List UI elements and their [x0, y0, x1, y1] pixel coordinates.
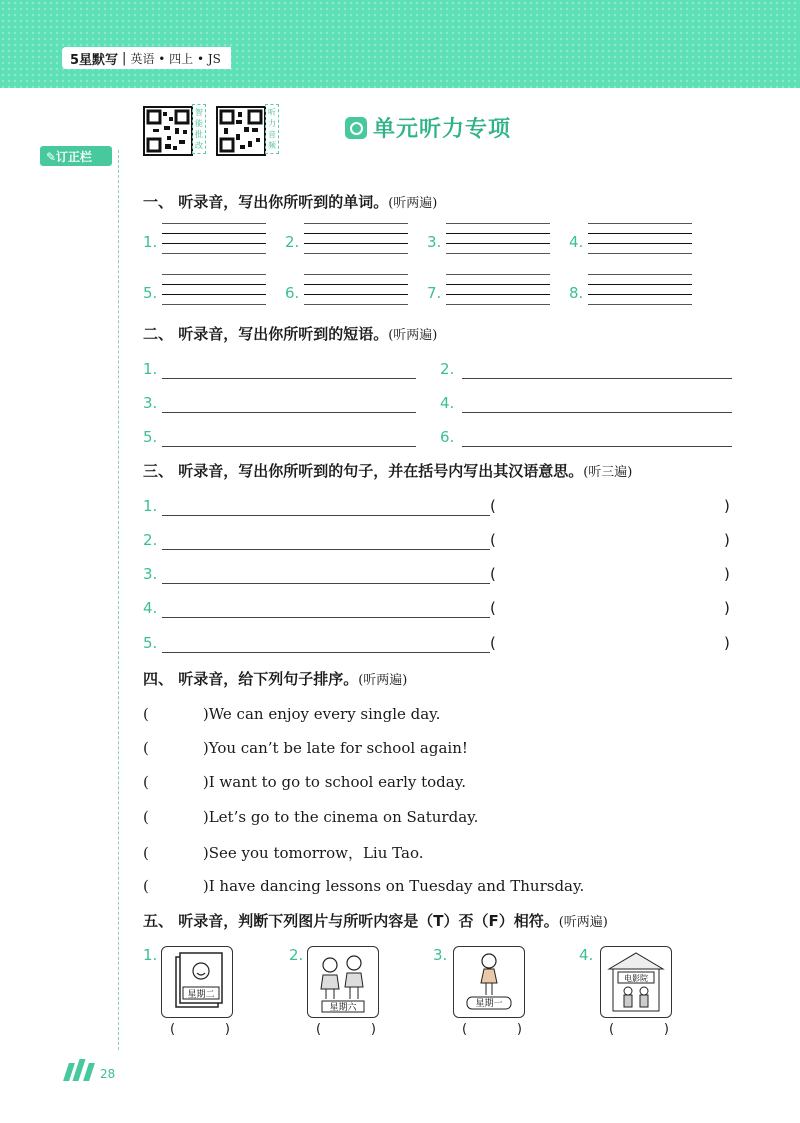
girl-picture [453, 946, 525, 1018]
item-number: 1. [143, 497, 158, 515]
ordering-item[interactable]: ( )I have dancing lessons on Tuesday and Thursday. [143, 877, 585, 895]
item-number: 7. [427, 284, 442, 302]
sentence-answer-line[interactable] [162, 617, 490, 618]
sentence-answer-line[interactable] [162, 515, 490, 516]
ordering-item[interactable]: ( )I want to go to school early today. [143, 773, 466, 791]
item-number: 6. [285, 284, 300, 302]
item-number: 5. [143, 284, 158, 302]
item-number: 2. [440, 360, 455, 378]
qr-code-icon[interactable] [216, 106, 266, 156]
sentence-answer-line[interactable] [162, 549, 490, 550]
section-3-title: 三、 听录音，写出你所听到的句子，并在括号内写出其汉语意思。(听三遍) [143, 462, 633, 480]
unit-title [345, 112, 511, 143]
answer-bracket[interactable]: ( ) [609, 1022, 669, 1037]
svg-text:星期六: 星期六 [329, 1003, 357, 1013]
item-number: 3. [433, 946, 448, 964]
answer-bracket[interactable]: ( ) [316, 1022, 376, 1037]
item-number: 1. [143, 233, 158, 251]
svg-text:电影院: 电影院 [624, 974, 648, 983]
answer-line[interactable] [162, 412, 416, 413]
item-number: 2. [143, 531, 158, 549]
answer-line[interactable] [462, 378, 732, 379]
item-number: 4. [143, 599, 158, 617]
cinema-picture [600, 946, 672, 1018]
item-number: 5. [143, 428, 158, 446]
header-band [0, 0, 800, 88]
svg-text:星期一: 星期一 [475, 999, 503, 1009]
answer-line[interactable] [162, 378, 416, 379]
section-2-title: 二、 听录音，写出你所听到的短语。(听两遍) [143, 325, 438, 343]
correction-column-tag: ✎订正栏 [40, 146, 112, 166]
item-number: 1. [143, 946, 158, 964]
sentence-answer-line[interactable] [162, 583, 490, 584]
item-number: 1. [143, 360, 158, 378]
book-subtitle: 英语 • 四上 • JS [130, 51, 221, 66]
unit-title-text: 单元听力专项 [373, 117, 512, 142]
word-writing-lines[interactable] [162, 274, 266, 326]
page-number: 28 [100, 1067, 116, 1081]
word-writing-lines[interactable] [446, 223, 550, 275]
svg-text:星期二: 星期二 [187, 990, 215, 1000]
item-number: 6. [440, 428, 455, 446]
word-writing-lines[interactable] [588, 223, 692, 275]
word-writing-lines[interactable] [162, 223, 266, 275]
item-number: 3. [143, 394, 158, 412]
qr-code-icon[interactable] [143, 106, 193, 156]
section-1-title: 一、 听录音，写出你所听到的单词。(听两遍) [143, 193, 438, 211]
calendar-picture [161, 946, 233, 1018]
item-number: 3. [143, 565, 158, 583]
ordering-item[interactable]: ( )See you tomorrow，Liu Tao. [143, 844, 424, 862]
item-number: 4. [579, 946, 594, 964]
section-4-title: 四、 听录音，给下列句子排序。(听两遍) [143, 670, 408, 688]
headphone-icon [345, 117, 367, 139]
book-brand: 5星默写 | 英语 • 四上 • JS [62, 47, 231, 69]
answer-bracket[interactable]: ( ) [170, 1022, 230, 1037]
answer-line[interactable] [462, 446, 732, 447]
qr-tag-label: 智能批改 [192, 104, 206, 154]
item-number: 5. [143, 634, 158, 652]
ordering-item[interactable]: ( )Let’s go to the cinema on Saturday. [143, 808, 479, 826]
qr-tag-label: 听力音频 [265, 104, 279, 154]
item-number: 4. [440, 394, 455, 412]
item-number: 3. [427, 233, 442, 251]
answer-line[interactable] [462, 412, 732, 413]
ordering-item[interactable]: ( )We can enjoy every single day. [143, 705, 441, 723]
brand-name: 5星默写 [70, 52, 119, 68]
answer-line[interactable] [162, 446, 416, 447]
people-picture [307, 946, 379, 1018]
sentence-answer-line[interactable] [162, 652, 490, 653]
item-number: 2. [285, 233, 300, 251]
word-writing-lines[interactable] [588, 274, 692, 326]
answer-bracket[interactable]: ( ) [462, 1022, 522, 1037]
word-writing-lines[interactable] [304, 274, 408, 326]
item-number: 2. [289, 946, 304, 964]
word-writing-lines[interactable] [304, 223, 408, 275]
item-number: 8. [569, 284, 584, 302]
item-number: 4. [569, 233, 584, 251]
margin-divider [118, 150, 119, 1050]
ordering-item[interactable]: ( )You can’t be late for school again! [143, 739, 468, 757]
section-5-title: 五、 听录音，判断下列图片与所听内容是（T）否（F）相符。(听两遍) [143, 912, 608, 930]
word-writing-lines[interactable] [446, 274, 550, 326]
